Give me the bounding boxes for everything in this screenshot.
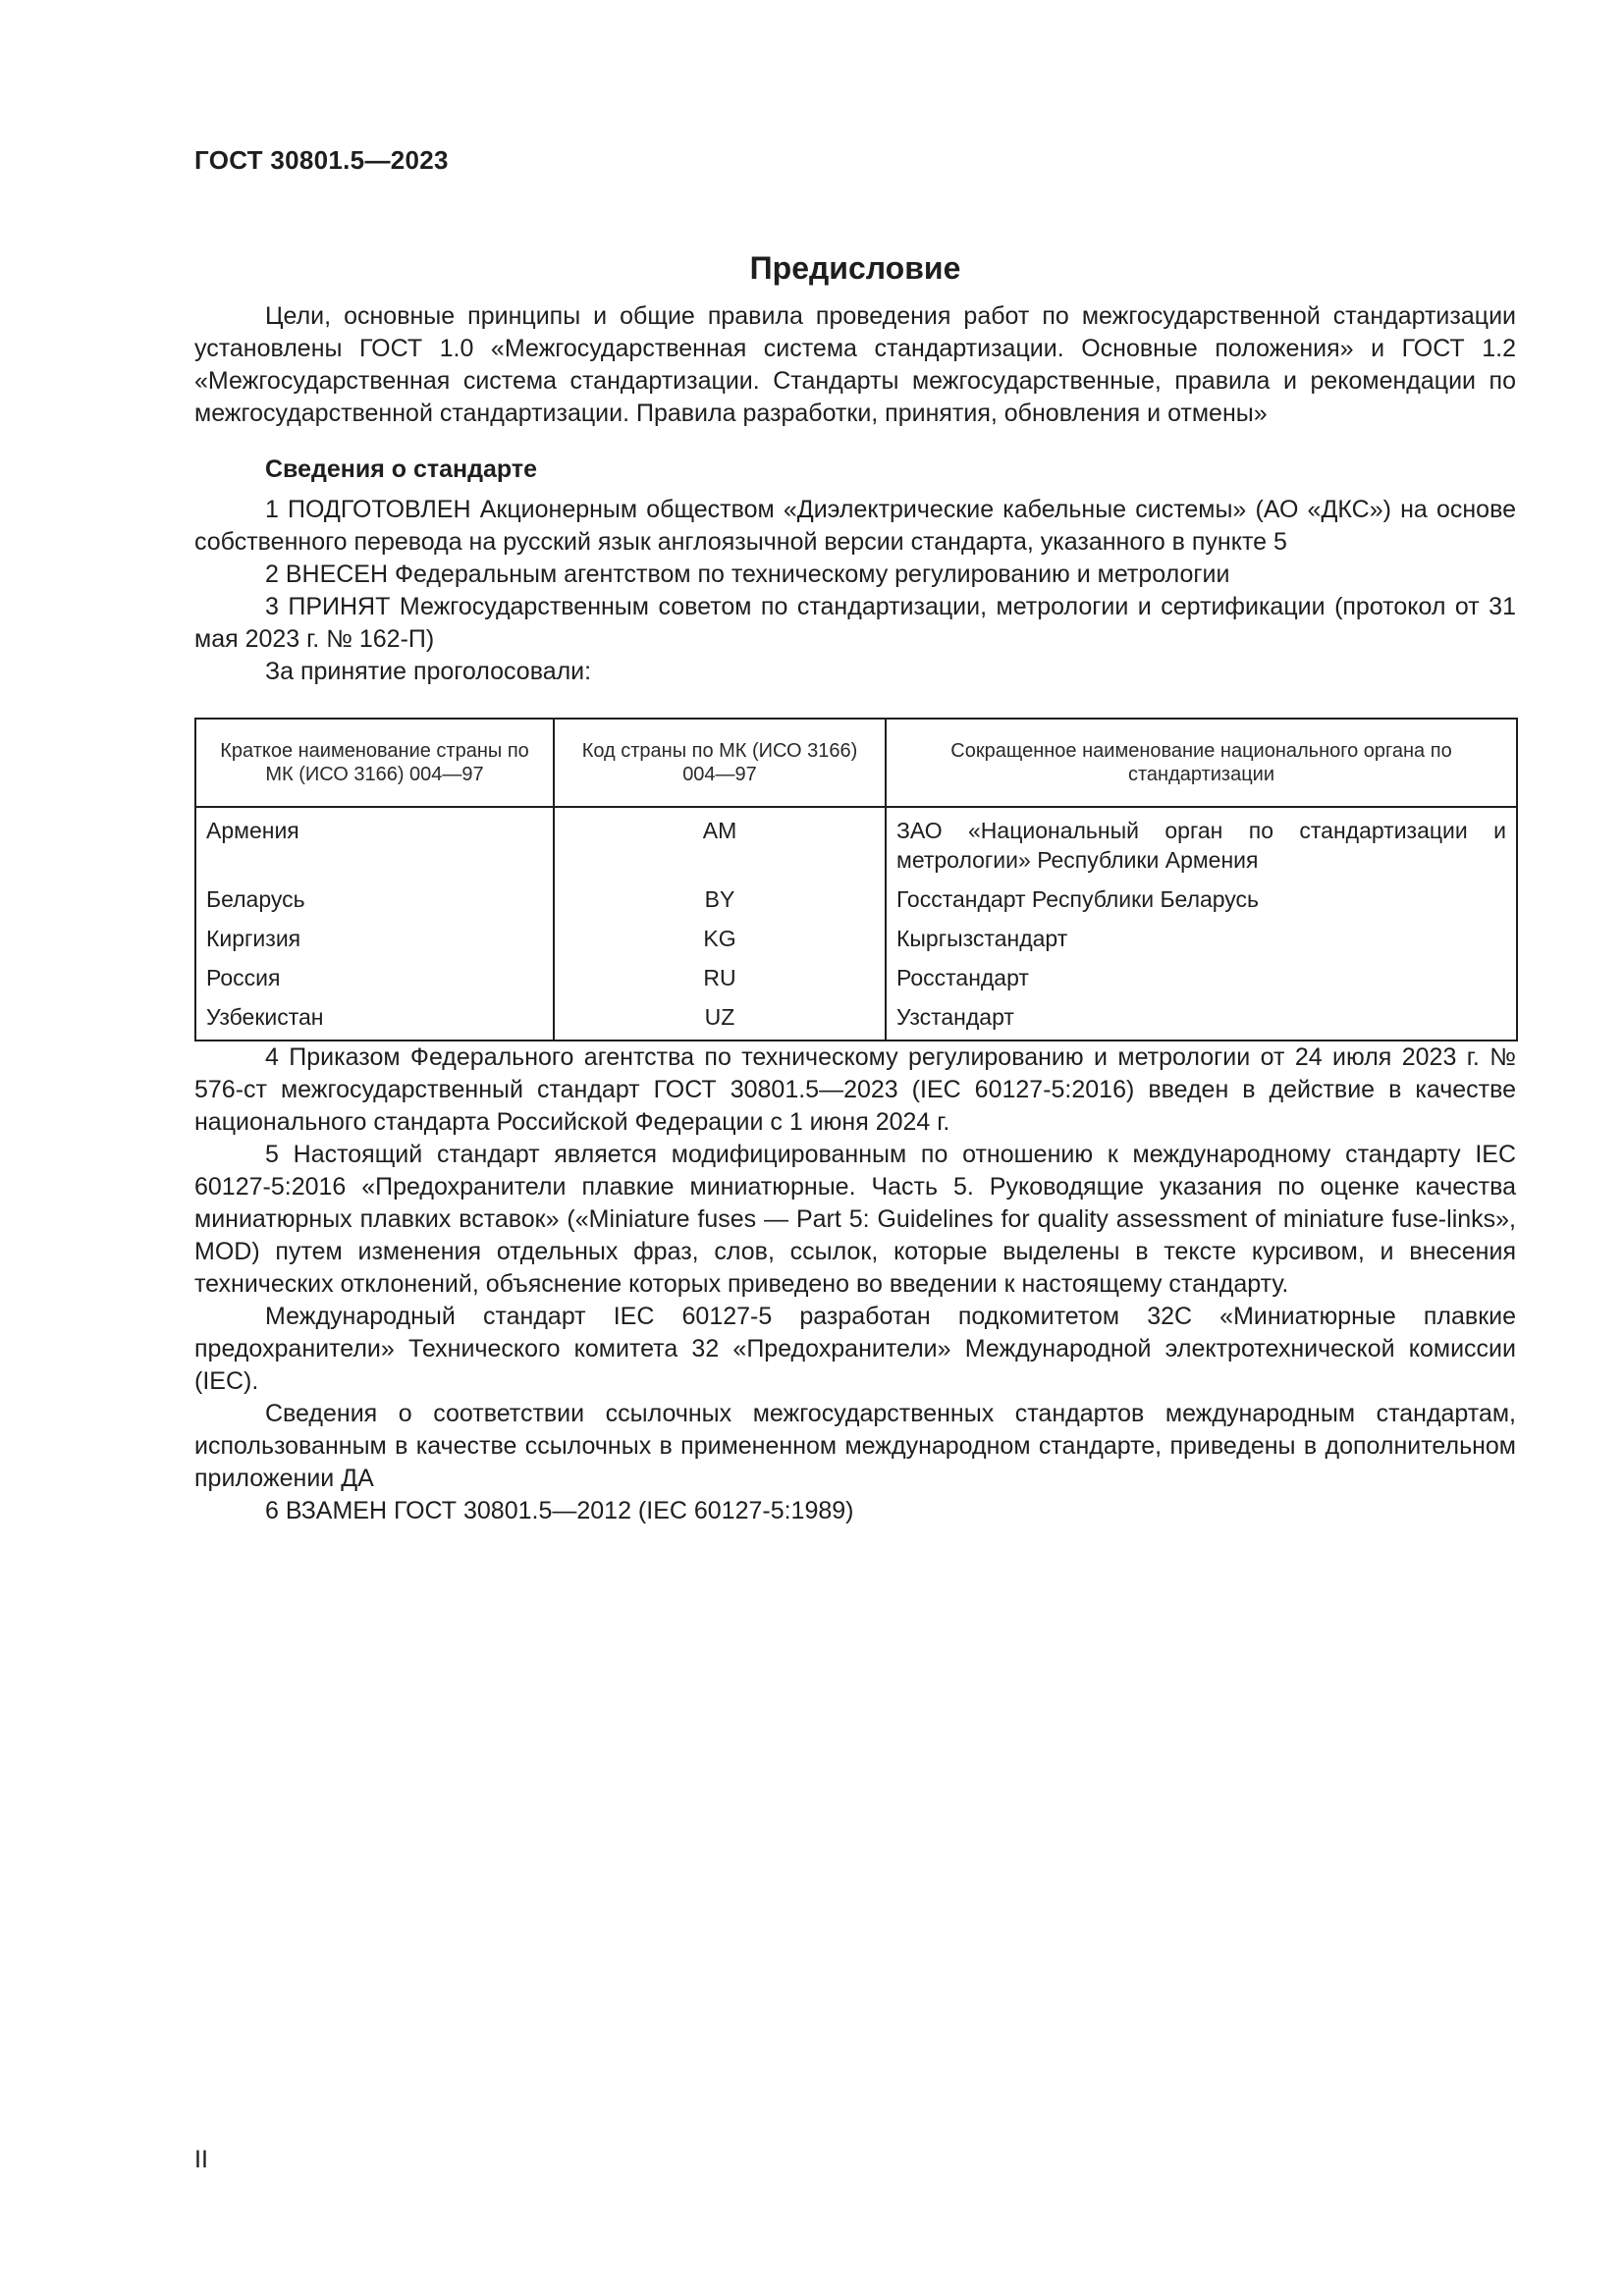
table-header-body: Сокращенное наименование национального органа по стандартизации xyxy=(886,719,1517,807)
cell-body: ЗАО «Национальный орган по стандартизации и метрологии» Республики Армения xyxy=(886,807,1517,881)
item-2-introduced: 2 ВНЕСЕН Федеральным агентством по техническому регулированию и метрологии xyxy=(265,561,1230,588)
item-6-replaces: 6 ВЗАМЕН ГОСТ 30801.5—2012 (IEC 60127-5:1989) xyxy=(265,1497,854,1524)
item-4-order: 4 Приказом Федерального агентства по техническому регулированию и метрологии от 24 июля 2023 г. № 576-ст межгосударственный стандарт ГОСТ 30801.5—2023 (IEC 60127-5:2016) введен в действие в качестве национального стандарта Российской Федерации с 1 июня 2024 г. xyxy=(194,1043,1516,1136)
cell-body: Узстандарт xyxy=(886,998,1517,1041)
table-header-code: Код страны по МК (ИСО 3166) 004—97 xyxy=(554,719,886,807)
item-5-iec-origin: Международный стандарт IEC 60127-5 разработан подкомитетом 32С «Миниатюрные плавкие предохранители» Технического комитета 32 «Предохранители» Международной электротехнической комиссии (IEC). xyxy=(194,1303,1516,1395)
cell-code: UZ xyxy=(554,998,886,1041)
cell-country: Беларусь xyxy=(195,881,554,920)
table-header-row xyxy=(195,719,1517,807)
voting-countries-table xyxy=(194,718,1518,1041)
page-title: Предисловие xyxy=(749,250,961,286)
table-row xyxy=(195,959,1517,998)
cell-body: Госстандарт Республики Беларусь xyxy=(886,881,1517,920)
cell-code: BY xyxy=(554,881,886,920)
item-5-references: Сведения о соответствии ссылочных межгосударственных стандартов международным стандартам, использованным в качестве ссылочных в примененном международном стандарте, приведены в дополнительном приложении ДА xyxy=(194,1400,1516,1492)
cell-code: RU xyxy=(554,959,886,998)
item-5-modified: 5 Настоящий стандарт является модифицированным по отношению к международному стандарту IEC 60127-5:2016 «Предохранители плавкие миниатюрные. Часть 5. Руководящие указания по оценке качества миниатюрных плавких вставок» («Miniature fuses — Part 5: Guidelines for quality assessment of miniature fuse-links», MOD) путем изменения отдельных фраз, слов, ссылок, которые выделены в тексте курсивом, и внесения технических отклонений, объяснение которых приведено во введении к настоящему стандарту. xyxy=(194,1141,1516,1298)
standard-code-header: ГОСТ 30801.5—2023 xyxy=(194,145,449,175)
table-row xyxy=(195,920,1517,959)
table-row xyxy=(195,998,1517,1041)
cell-code: KG xyxy=(554,920,886,959)
vote-intro: За принятие проголосовали: xyxy=(265,658,592,685)
table-row xyxy=(195,881,1517,920)
item-3-adopted: 3 ПРИНЯТ Межгосударственным советом по стандартизации, метрологии и сертификации (протокол от 31 мая 2023 г. № 162-П) xyxy=(194,593,1516,653)
cell-body: Кыргызстандарт xyxy=(886,920,1517,959)
item-1-prepared: 1 ПОДГОТОВЛЕН Акционерным обществом «Диэлектрические кабельные системы» (АО «ДКС») на основе собственного перевода на русский язык англоязычной версии стандарта, указанного в пункте 5 xyxy=(194,496,1516,556)
page-number: II xyxy=(194,2146,208,2173)
table-row xyxy=(195,807,1517,881)
table-header-country: Краткое наименование страны по МК (ИСО 3166) 004—97 xyxy=(195,719,554,807)
section-subheading: Сведения о стандарте xyxy=(265,455,538,483)
cell-body: Росстандарт xyxy=(886,959,1517,998)
intro-paragraph: Цели, основные принципы и общие правила проведения работ по межгосударственной стандартизации установлены ГОСТ 1.0 «Межгосударственная система стандартизации. Основные положения» и ГОСТ 1.2 «Межгосударственная система стандартизации. Стандарты межгосударственные, правила и рекомендации по межгосударственной стандартизации. Правила разработки, принятия, обновления и отмены» xyxy=(194,302,1516,427)
cell-country: Узбекистан xyxy=(195,998,554,1041)
cell-country: Россия xyxy=(195,959,554,998)
cell-country: Киргизия xyxy=(195,920,554,959)
document-page xyxy=(194,145,1516,1527)
cell-code: AM xyxy=(554,807,886,881)
cell-country: Армения xyxy=(195,807,554,881)
